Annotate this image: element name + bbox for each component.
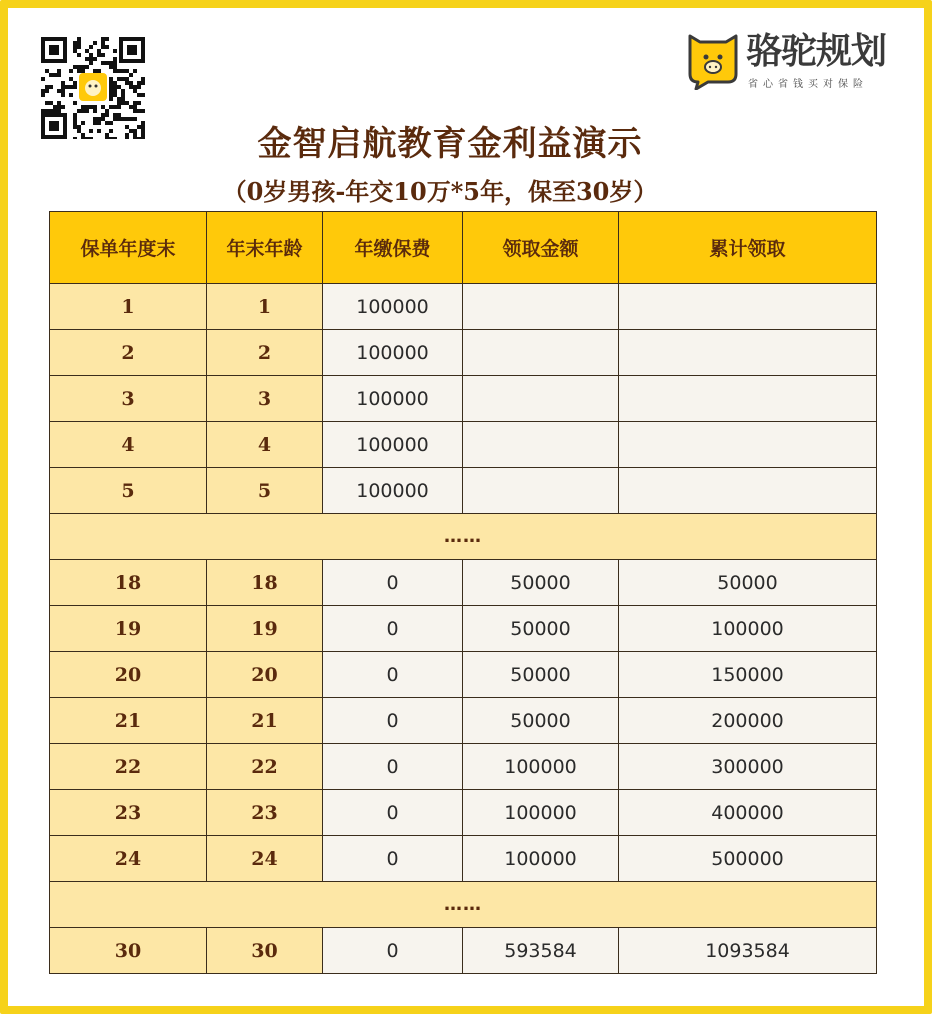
- cell-annual-premium: 0: [323, 790, 463, 836]
- cell-cumulative: [619, 468, 877, 514]
- cell-payout: [463, 376, 619, 422]
- ellipsis-cell: ……: [50, 514, 877, 560]
- cell-annual-premium: 100000: [323, 330, 463, 376]
- cell-policy-year: 3: [50, 376, 207, 422]
- cell-annual-premium: 0: [323, 652, 463, 698]
- cell-cumulative: [619, 330, 877, 376]
- cell-age: 21: [207, 698, 323, 744]
- ellipsis-row: [50, 514, 877, 560]
- cell-payout: [463, 422, 619, 468]
- page-title: 金智启航教育金利益演示: [257, 124, 643, 164]
- cell-annual-premium: 100000: [323, 284, 463, 330]
- table-row: [50, 606, 877, 652]
- table-row: [50, 744, 877, 790]
- cell-age: 5: [207, 468, 323, 514]
- cell-policy-year: 4: [50, 422, 207, 468]
- cell-policy-year: 30: [50, 928, 207, 974]
- camel-face-icon: [686, 30, 740, 90]
- cell-payout: 50000: [463, 652, 619, 698]
- cell-cumulative: 200000: [619, 698, 877, 744]
- table-body: [50, 284, 877, 974]
- table-row: [50, 330, 877, 376]
- cell-cumulative: [619, 376, 877, 422]
- cell-age: 18: [207, 560, 323, 606]
- table-row: [50, 928, 877, 974]
- cell-cumulative: [619, 422, 877, 468]
- cell-policy-year: 19: [50, 606, 207, 652]
- table-row: [50, 836, 877, 882]
- cell-policy-year: 5: [50, 468, 207, 514]
- cell-cumulative: 500000: [619, 836, 877, 882]
- table-row: [50, 790, 877, 836]
- table-row: [50, 376, 877, 422]
- cell-annual-premium: 0: [323, 698, 463, 744]
- table-row: [50, 422, 877, 468]
- table-row: [50, 652, 877, 698]
- cell-annual-premium: 100000: [323, 468, 463, 514]
- cell-payout: 50000: [463, 698, 619, 744]
- cell-annual-premium: 100000: [323, 376, 463, 422]
- cell-policy-year: 2: [50, 330, 207, 376]
- cell-age: 22: [207, 744, 323, 790]
- cell-age: 23: [207, 790, 323, 836]
- table-row: [50, 468, 877, 514]
- cell-age: 2: [207, 330, 323, 376]
- ellipsis-cell: ……: [50, 882, 877, 928]
- cell-annual-premium: 100000: [323, 422, 463, 468]
- cell-payout: 50000: [463, 606, 619, 652]
- cell-cumulative: 1093584: [619, 928, 877, 974]
- header-payout: 领取金额: [463, 212, 619, 284]
- cell-annual-premium: 0: [323, 744, 463, 790]
- cell-cumulative: 50000: [619, 560, 877, 606]
- header-policy-year: 保单年度末: [50, 212, 207, 284]
- cell-cumulative: 150000: [619, 652, 877, 698]
- brand-logo: [686, 30, 886, 94]
- table-row: [50, 284, 877, 330]
- cell-payout: [463, 468, 619, 514]
- table-row: [50, 698, 877, 744]
- cell-payout: 100000: [463, 836, 619, 882]
- page-subtitle: （0岁男孩-年交10万*5年，保至30岁）: [222, 177, 658, 206]
- cell-annual-premium: 0: [323, 928, 463, 974]
- table-row: [50, 560, 877, 606]
- cell-age: 19: [207, 606, 323, 652]
- cell-age: 20: [207, 652, 323, 698]
- cell-annual-premium: 0: [323, 606, 463, 652]
- cell-cumulative: 100000: [619, 606, 877, 652]
- header-age: 年末年龄: [207, 212, 323, 284]
- cell-policy-year: 20: [50, 652, 207, 698]
- cell-policy-year: 21: [50, 698, 207, 744]
- header-cumulative: 累计领取: [619, 212, 877, 284]
- cell-policy-year: 23: [50, 790, 207, 836]
- cell-payout: 593584: [463, 928, 619, 974]
- cell-policy-year: 22: [50, 744, 207, 790]
- cell-policy-year: 1: [50, 284, 207, 330]
- cell-age: 24: [207, 836, 323, 882]
- cell-age: 30: [207, 928, 323, 974]
- cell-payout: [463, 284, 619, 330]
- table-header-row: [50, 212, 877, 284]
- cell-age: 4: [207, 422, 323, 468]
- header-annual-premium: 年缴保费: [323, 212, 463, 284]
- cell-age: 3: [207, 376, 323, 422]
- cell-policy-year: 18: [50, 560, 207, 606]
- cell-annual-premium: 0: [323, 560, 463, 606]
- brand-name: 骆驼规划: [746, 31, 887, 72]
- brand-slogan: 省心省钱买对保险: [748, 79, 868, 90]
- cell-cumulative: [619, 284, 877, 330]
- cell-policy-year: 24: [50, 836, 207, 882]
- cell-payout: 100000: [463, 790, 619, 836]
- cell-annual-premium: 0: [323, 836, 463, 882]
- cell-payout: 100000: [463, 744, 619, 790]
- benefit-table: [49, 211, 877, 974]
- cell-cumulative: 300000: [619, 744, 877, 790]
- cell-payout: 50000: [463, 560, 619, 606]
- cell-age: 1: [207, 284, 323, 330]
- ellipsis-row: [50, 882, 877, 928]
- cell-payout: [463, 330, 619, 376]
- cell-cumulative: 400000: [619, 790, 877, 836]
